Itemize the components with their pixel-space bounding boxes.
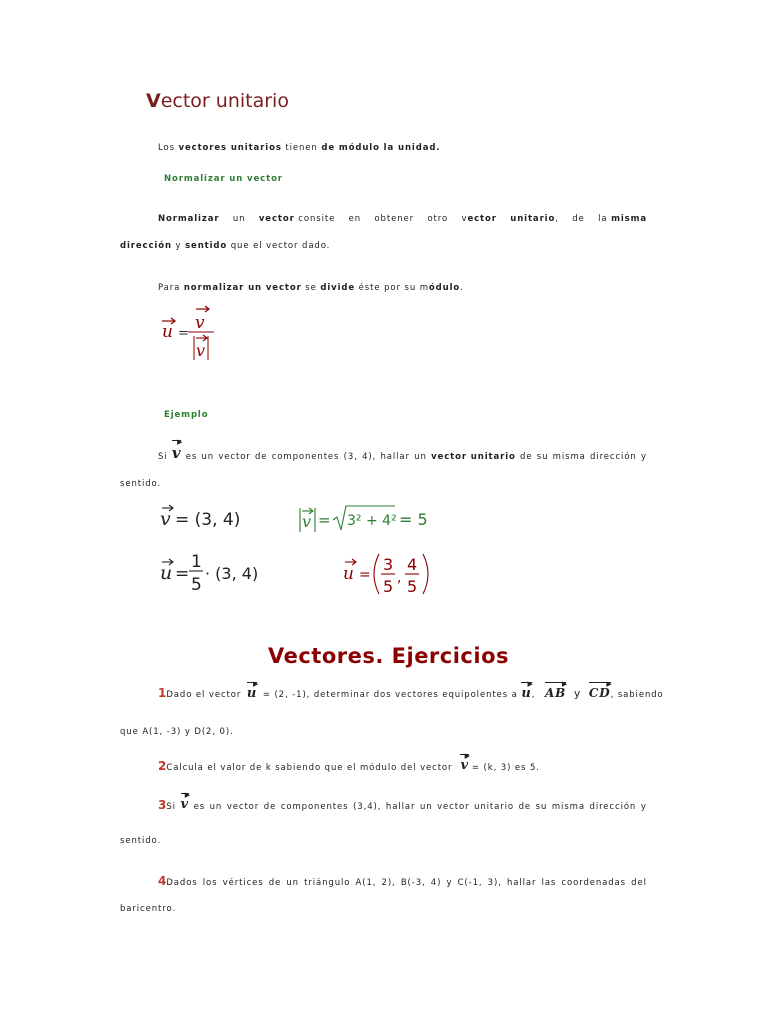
vector-u-icon: ▶ u <box>246 679 260 701</box>
page-title <box>146 90 289 112</box>
eq2-v: v <box>302 512 312 531</box>
exercise-4-line-1: 4Dados los vértices de un triángulo A(1, 2), B(-3, 4) y C(-1, 3), hallar las coordenadas del <box>158 874 647 888</box>
eq4-u: u <box>343 564 354 584</box>
definition-line-2: dirección y sentido que el vector dado. <box>120 241 331 251</box>
formula-v: v <box>195 313 205 333</box>
title-rest: ector unitario <box>160 90 289 112</box>
subheading-normalizar: Normalizar un vector <box>164 174 283 184</box>
exercises-title: Vectores. Ejercicios <box>268 644 510 668</box>
vector-cd-icon: ▶ CD <box>588 679 613 700</box>
definition-line-1: Normalizar un vector consite en obtener otro vector unitario, de la misma <box>158 214 647 224</box>
eq4-d1: 5 <box>383 577 394 596</box>
vector-u-icon-2: ▶ u <box>521 679 534 701</box>
eq4-n1: 3 <box>383 555 394 574</box>
subheading-ejemplo: Ejemplo <box>164 410 209 420</box>
vector-v-icon-2: ▶ v <box>460 751 471 773</box>
title-initial: V <box>146 90 161 112</box>
vector-ab-icon: ▶ AB <box>544 679 569 700</box>
example-line-1: Si ▶ v es un vector de componentes (3, 4), hallar un vector unitario de su misma dirección y <box>158 437 647 462</box>
eq1-rhs: = (3, 4) <box>175 510 241 530</box>
formula-eq: = <box>178 326 189 341</box>
normalization-formula <box>158 304 228 364</box>
eq2-radicand: 3² + 4² <box>347 513 397 529</box>
formula-v-denominator: v <box>196 341 206 360</box>
eq2-rhs1: = <box>318 511 331 529</box>
example-line-2: sentido. <box>120 479 162 489</box>
eq3-eq: = <box>175 564 190 584</box>
eq3-rest: · (3, 4) <box>205 564 259 583</box>
eq3-u: u <box>160 562 173 584</box>
exercise-4-line-2: baricentro. <box>120 904 177 914</box>
exercise-1-line-1: 1Dado el vector ▶ u = (2, -1), determinar dos vectores equipolentes a ▶ u, ▶ AB y ▶ CD, sabiendo <box>158 679 664 701</box>
eq1-v: v <box>160 508 171 530</box>
normalize-text: Para normalizar un vector se divide éste por su módulo. <box>158 283 464 293</box>
eq4-n2: 4 <box>407 555 418 574</box>
eq3-den: 5 <box>191 575 202 595</box>
intro-text: Los vectores unitarios tienen de módulo la unidad. <box>158 143 441 153</box>
exercise-1-line-2: que A(1, -3) y D(2, 0). <box>120 727 234 737</box>
eq4-d2: 5 <box>407 577 418 596</box>
formula-u: u <box>162 322 173 342</box>
eq3-num: 1 <box>191 552 202 572</box>
exercise-2: 2 Calcula el valor de k sabiendo que el módulo del vector ▶ v = (k, 3) es 5. <box>158 751 540 773</box>
vector-v-icon: ▶ v <box>171 437 184 462</box>
eq2-rhs2: = 5 <box>399 510 428 529</box>
exercise-3-line-1: 3Si ▶ v es un vector de componentes (3,4), hallar un vector unitario de su misma dirección y <box>158 790 647 812</box>
eq4-comma: , <box>397 570 402 586</box>
vector-v-icon-3: ▶ v <box>180 790 191 812</box>
eq4-eq: = <box>359 567 371 583</box>
exercise-3-line-2: sentido. <box>120 836 162 846</box>
example-equations <box>155 500 445 600</box>
